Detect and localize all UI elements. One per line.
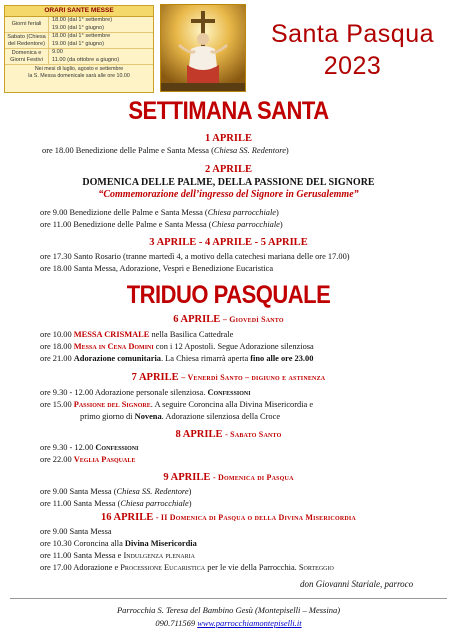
event-text: Coroncina alla: [73, 539, 123, 548]
event-text: . A seguire Coroncina alla Divina Misericordia e: [150, 400, 314, 409]
resurrection-image: [160, 4, 246, 92]
event-text: nella Basilica Cattedrale: [151, 330, 234, 339]
event-line: [80, 412, 457, 422]
event-text: Santa Messa e: [73, 551, 122, 560]
event-bold: Divina Misericordia: [124, 539, 197, 548]
event-time: ore 21.00: [40, 354, 72, 363]
event-time: ore 10.30: [40, 539, 72, 548]
event-highlight: Messa in Cena Domini: [73, 342, 154, 351]
section-heading: SETTIMANA SANTA: [128, 96, 329, 125]
event-time: ore 11.00: [40, 551, 72, 560]
event-bold: Confessioni: [207, 388, 251, 397]
schedule-note-line: Nei mesi di luglio, agosto e settembre: [34, 66, 124, 72]
day-heading: 2 APRILE: [205, 164, 252, 175]
event-time: ore 18.00: [40, 342, 72, 351]
page-year: 2023: [323, 52, 382, 80]
event-time: ore 18.00: [42, 146, 74, 155]
event-text: Adorazione personale silenziosa.: [94, 388, 206, 397]
event-time: ore 22.00: [40, 455, 72, 464]
day-heading: 3 APRILE - 4 APRILE - 5 APRILE: [149, 237, 308, 248]
event-bold: fino alle ore 23.00: [250, 354, 314, 363]
event-text: Benedizione delle Palme e Santa Messa: [75, 146, 209, 155]
schedule-label: Domenica e Giorni Festivi: [5, 49, 49, 64]
event-time: ore 9.30 - 12.00: [40, 388, 94, 397]
day-heading: [0, 372, 457, 383]
day-name: - Domenica di Pasqua: [212, 473, 294, 482]
schedule-label: Giorni feriali: [5, 17, 49, 32]
event-highlight: MESSA CRISMALE: [73, 330, 150, 339]
event-place: Chiesa parrocchiale: [211, 220, 280, 229]
day-name: - II Domenica di Pasqua o della Divina Misericordia: [155, 513, 356, 522]
day-name: – Giovedì Santo: [222, 315, 284, 324]
event-bold: Novena: [134, 412, 162, 421]
event-text: Benedizione delle Palme e Santa Messa: [69, 208, 203, 217]
schedule-row: [5, 17, 153, 33]
day-date: 7 APRILE: [131, 372, 179, 383]
schedule-times: [49, 49, 153, 64]
footer-parish: Parrocchia S. Teresa del Bambino Gesù (Montepiselli – Messina): [116, 605, 341, 615]
day-heading: [0, 429, 457, 440]
event-place: Chiesa parrocchiale: [207, 208, 277, 217]
event-highlight: Passione del Signore: [73, 400, 151, 409]
day-quote: “Commemorazione dell’ingresso del Signore in Gerusalemme”: [98, 189, 359, 200]
day-name: – Venerdì Santo – digiuno e astinenza: [181, 373, 326, 382]
day-heading: [0, 314, 457, 325]
event-time: ore 9.00: [40, 487, 68, 496]
event-time: ore 15.00: [40, 400, 72, 409]
event-time: ore 9.30 - 12.00: [40, 443, 94, 452]
event-line: ore 11.00 Santa Messa (Chiesa parrocchiale): [40, 499, 192, 508]
event-line: [40, 400, 450, 410]
event-time: ore 9.00: [40, 208, 68, 217]
page-title: Santa Pasqua: [270, 20, 435, 48]
day-subtitle: DOMENICA DELLE PALME, DELLA PASSIONE DEL SIGNORE: [82, 177, 375, 188]
event-smallcaps: Processione Eucaristica: [120, 563, 206, 572]
signature: don Giovanni Stariale, parroco: [300, 579, 414, 589]
resurrection-illustration: [161, 5, 245, 91]
schedule-row: [5, 49, 153, 65]
day-date: 6 APRILE: [173, 314, 221, 325]
footer-website-link[interactable]: www.parrocchiamontepiselli.it: [197, 618, 302, 628]
footer-contacts: [0, 618, 457, 628]
footer-divider: [10, 598, 447, 599]
day-date: 8 APRILE: [175, 429, 223, 440]
event-time: ore 10.00: [40, 330, 72, 339]
event-time: ore 11.00: [40, 220, 72, 229]
schedule-times: [49, 17, 153, 32]
schedule-time: 18.00 (dal 1° settembre): [52, 17, 113, 23]
event-line: [40, 455, 450, 465]
event-line: ore 9.00 Benedizione delle Palme e Santa Messa (Chiesa parrocchiale): [40, 208, 279, 217]
event-bold: Confessioni: [95, 443, 139, 452]
schedule-time: 18.00 (dal 1° settembre: [52, 33, 111, 39]
event-line: [40, 330, 450, 340]
day-date: 16 APRILE: [101, 512, 154, 523]
event-line: [40, 551, 450, 561]
event-highlight: Veglia Pasquale: [73, 455, 136, 464]
event-line: [40, 342, 450, 352]
event-line: [40, 354, 450, 364]
schedule-time: 19.00 (dal 1° giugno): [52, 40, 104, 47]
event-text: Santa Messa: [73, 499, 116, 508]
footer-phone: 090.711569: [155, 618, 196, 628]
day-heading: [0, 512, 457, 523]
event-text: primo giorno di: [80, 412, 133, 421]
event-text: Santa Messa: [69, 527, 112, 536]
event-line: [40, 443, 450, 453]
event-place: Chiesa SS. Redentore: [213, 146, 286, 155]
event-line: [40, 539, 450, 549]
schedule-times: [49, 33, 153, 48]
mass-schedule-box: [4, 5, 154, 93]
event-time: ore 9.00: [40, 527, 68, 536]
event-text: con i 12 Apostoli. Segue Adorazione silenziosa: [155, 342, 314, 351]
event-line: [40, 563, 450, 573]
event-line: [40, 264, 450, 274]
schedule-time: 11.00 (da ottobre a giugno): [52, 56, 120, 63]
event-line: [40, 527, 450, 537]
event-place: Chiesa parrocchiale: [120, 499, 189, 508]
event-smallcaps: Sorteggio: [298, 563, 334, 572]
event-line: [40, 252, 450, 262]
event-smallcaps: Indulgenza plenaria: [123, 551, 195, 560]
event-text: per le vie della Parrocchia.: [207, 563, 297, 572]
section-heading: TRIDUO PASQUALE: [126, 280, 331, 309]
schedule-title: ORARI SANTE MESSE: [5, 6, 153, 17]
schedule-time: 9.00: [52, 49, 63, 55]
event-line: ore 18.00 Benedizione delle Palme e Santa Messa (Chiesa SS. Redentore): [42, 146, 289, 155]
event-line: ore 11.00 Benedizione delle Palme e Santa Messa (Chiesa parrocchiale): [40, 220, 283, 229]
event-text: Adorazione e: [73, 563, 119, 572]
event-text: Santa Messa, Adorazione, Vespri e Benedizione Eucaristica: [73, 264, 274, 273]
day-heading: [0, 472, 457, 483]
event-place: Chiesa SS. Redentore: [116, 487, 189, 496]
event-time: ore 11.00: [40, 499, 72, 508]
day-name: - Sabato Santo: [225, 430, 282, 439]
schedule-note-line: la S. Messa domenicale sarà alle ore 10.00: [28, 73, 130, 79]
event-time: ore 17.30: [40, 252, 72, 261]
event-text: Benedizione delle Palme e Santa Messa: [73, 220, 207, 229]
event-text: . La Chiesa rimarrà aperta: [160, 354, 249, 363]
event-bold: Adorazione comunitaria: [73, 354, 161, 363]
event-text: . Adorazione silenziosa della Croce: [161, 412, 281, 421]
day-heading: 1 APRILE: [205, 133, 252, 144]
event-text: Santo Rosario (tranne martedì 4, a motivo della catechesi mariana delle ore 17.00): [73, 252, 350, 261]
schedule-note: [5, 65, 153, 80]
event-time: ore 18.00: [40, 264, 72, 273]
schedule-label: Sabato (Chiesa del Redentore): [5, 33, 49, 48]
event-line: ore 9.00 Santa Messa (Chiesa SS. Redentore): [40, 487, 192, 496]
event-line: [40, 388, 450, 398]
schedule-time: 19.00 (dal 1° giugno): [52, 24, 104, 31]
event-text: Santa Messa: [69, 487, 112, 496]
event-time: ore 17.00: [40, 563, 72, 572]
schedule-row: [5, 33, 153, 49]
day-date: 9 APRILE: [163, 472, 211, 483]
